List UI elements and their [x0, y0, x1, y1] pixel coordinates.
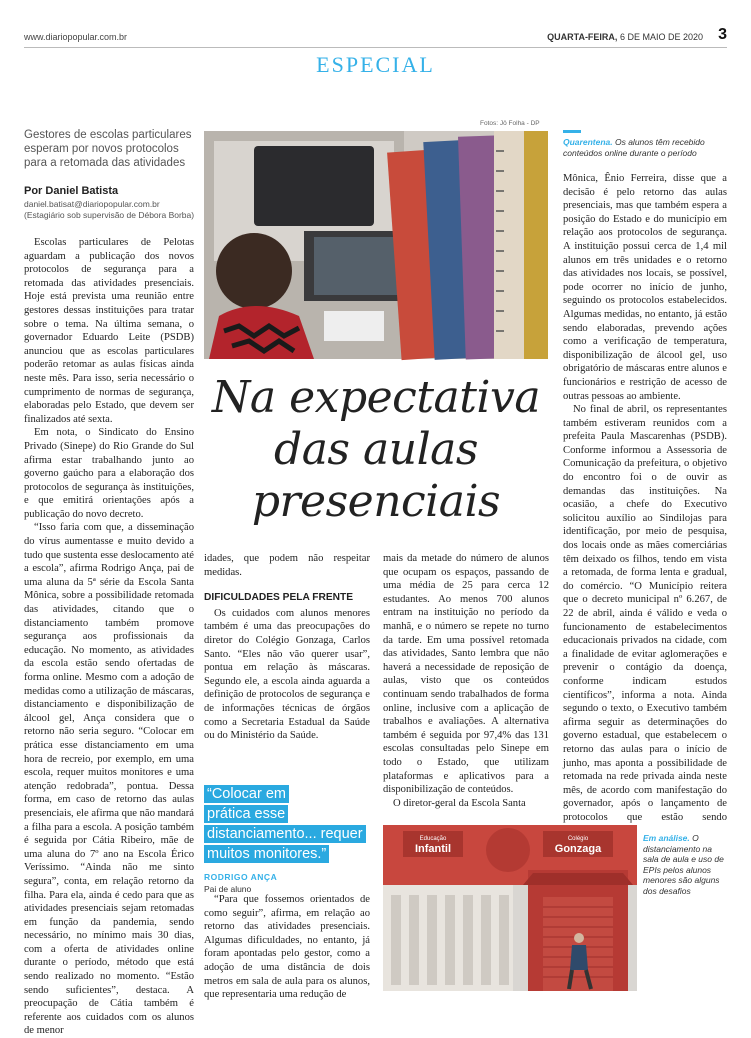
paragraph: “Isso faria com que, a disseminação do vírus aumentasse e muito devido a tudo que sustenta esse deslocamento até a escola”, afirma Rodrigo Ança, pai de uma aluna da 5ª série da Escola Santa Mônica, sobre a possibilidade retomada das atividades, citando que o distanciamento também promove segurança aos profissionais da educação. No momento, as atividades da escola estão sendo ofertadas de forma online. Mesmo com a adoção de medidas como a utilização de máscaras, distanciamento e disponibilização de álcool gel, Ança considera que o retorno não seria seguro. “Colocar em prática esse distanciamento em uma hora de recreio, por exemplo, em uma escola, requer muitos monitores e uma atenção redobrada”, pontua. Dessa forma, em caso de retorno das aulas presenciais, ele afirma que não mandará a filha para a escola. A posição também é seguida por Cátia Ribeiro, mãe de uma aluna do 7º ano na Escola Érico Veríssimo. “Ainda não me sinto segura”, conta, em relação retorno da filha. Para ela, ainda é cedo para que as atividades presenciais sejam retomadas em função da pandemia, sendo necessário, no mínimo mais 30 dias, com a oferta de atividades online durante o período, método que está sendo realizado no momento. “Estão sendo suficientes”, destaca. A preocupação de Cátia também é referente aos cuidados com os alunos de menor: [24, 522, 195, 1037]
dateline: [547, 32, 703, 42]
facade-illustration: [383, 825, 637, 991]
paragraph: idades, que podem não respeitar medidas.: [204, 553, 370, 578]
school-facade-photo: [383, 825, 637, 991]
weekday: QUARTA-FEIRA,: [547, 32, 618, 42]
section-title: ESPECIAL: [316, 52, 435, 77]
caption-lead: Em análise.: [643, 833, 690, 843]
quote-line: prática esse: [204, 804, 374, 824]
paragraph: Mônica, Ênio Ferreira, disse que a decisão é pelo retorno das aulas presenciais, mas que também espera a posição do Estado e do município em relação aos protocolos de segurança. A instituição possui cerca de 1,4 mil alunos em três unidades e o retorno das atividades nos locais, se possível, pode ocorrer no início de junho, seguindo os protocolos estabelecidos. Algumas medidas, no entanto, já estão sendo elaboradas, prevendo ações como a verificação de temperatura, disponibilização de álcool gel, uso obrigatório de máscaras entre alunos e funcionários e restrição de acesso de outras pessoas ao ambiente.: [563, 173, 727, 402]
caption-accent-bar: [563, 130, 581, 133]
paragraph: Em nota, o Sindicato do Ensino Privado (Sinepe) do Rio Grande do Sul afirma estar trabalhando junto ao governo gaúcho para a elaboração dos protocolos de segurança às instituições, e que emitirá orientações após a publicação do novo decreto.: [24, 427, 194, 520]
caption-lead: Quarentena.: [563, 137, 613, 147]
headline-line: presenciais: [251, 476, 501, 527]
page-number: 3: [718, 26, 727, 43]
subheading: DIFICULDADES PELA FRENTE: [204, 592, 354, 604]
quote-line: distanciamento... requer: [204, 824, 374, 844]
caption-text: O distanciamento na sala de aula e uso de EPIs pelos alunos menores são alguns dos desafios: [643, 833, 724, 896]
author-email[interactable]: daniel.batisat@diariopopular.com.br: [24, 199, 160, 209]
quote-author: RODRIGO ANÇA: [204, 872, 278, 882]
date: 6 DE MAIO DE 2020: [619, 32, 703, 42]
paragraph: Os cuidados com alunos menores também é uma das preocupações do diretor do Colégio Gonzaga, Carlos Santo. “Eles não vão querer usar”, pontua em relação às máscaras. Segundo ele, a escola ainda aguarda a definição de protocolos de segurança e de informações técnicas de órgãos como a Secretaria Estadual da Saúde ou do Ministério da Saúde.: [204, 607, 370, 742]
paragraph: “Para que fossemos orientados de como seguir”, afirma, em relação ao retorno das atividades presenciais. Algumas dificuldades, no entanto, já foram apontadas pelo gestor, como a adoção de uma distância de dois metros em sala de aula para os alunos, que representaria uma redução de: [204, 894, 370, 1001]
article-subtitle: Gestores de escolas particulares esperam por novos protocolos para a retomada das atividades: [24, 129, 192, 169]
caption-text: Os alunos têm recebido conteúdos online durante o período: [563, 137, 705, 158]
paragraph: Escolas particulares de Pelotas aguardam a publicação dos novos protocolos de segurança para a retomada das atividades presenciais. Hoje está prevista uma reunião entre gestores dessas instituições para tratar sobre o tema. Na última semana, o governador Eduardo Leite (PSDB) anunciou que as escolas particulares poderão retomar as aulas físicas ainda neste mês. Para isso, seria necessário o cumprimento de normas de segurança, elaboradas pelo Estado, que devem ser finalizados até sexta.: [24, 237, 194, 425]
quote-author-role: Pai de aluno: [204, 884, 252, 894]
sign-right: Gonzaga: [554, 843, 602, 855]
sign-left: Infantil: [414, 843, 452, 855]
header-rule: [24, 47, 727, 48]
student-studying-photo: [204, 131, 548, 359]
byline: Por Daniel Batista: [24, 185, 119, 197]
intern-note: (Estagiário sob supervisão de Débora Borba): [24, 210, 195, 220]
article-headline: [204, 372, 548, 528]
article-column-2-bottom: [204, 893, 370, 1021]
paragraph: O diretor-geral da Escola Santa: [393, 797, 526, 809]
article-column-3: [383, 552, 549, 842]
quote-line: “Colocar em: [204, 784, 374, 804]
photo-caption-quarantine: [563, 130, 723, 158]
paragraph: mais da metade do número de alunos que ocupam os espaços, passando de uma média de 25 para cerca 12 estudantes. Ao menos 700 alunos entram na instituição no período da manhã, e o número se repete no turno da tarde. Em uma possível retomada das atividades, Santo lembra que não haverá a necessidade de reposição de aulas, visto que os conteúdos continuam sendo trabalhados de forma online, inclusive com a aplicação de trabalhos e avaliações. A alternativa também é seguida por 97,4% das 131 escolas consultadas pelo Sinepe em todo o Estado, que utilizam plataformas e aplicativos para a disponibilização de conteúdos.: [383, 553, 549, 796]
headline-line: das aulas: [274, 424, 478, 475]
sign-right-top: Colégio: [567, 836, 589, 842]
article-column-1: [24, 236, 195, 1037]
photo-credit: Fotos: Jô Folha - DP: [480, 120, 540, 127]
sign-left-top: Educação: [419, 836, 447, 842]
photo-caption-analysis: [643, 833, 727, 896]
article-column-4: [563, 172, 727, 842]
photo-illustration: [204, 131, 548, 359]
website-url[interactable]: www.diariopopular.com.br: [24, 32, 128, 42]
headline-line: Na expectativa: [211, 372, 541, 423]
author-contact: [24, 199, 204, 221]
pull-quote: [204, 784, 374, 894]
paragraph: No final de abril, os representantes também estiveram reunidos com a prefeita Paula Mascarenhas (PSDB). Conforme informou a Assessoria de Comunicação da prefeitura, o objetivo do encontro foi o de ouvir as demandas das instituições. Na ocasião, a chefe do Executivo solicitou auxílio ao Sindilojas para identificação, por meio de pesquisa, dos locais onde as mães comerciárias têm deixado os filhos, tendo em vista a retomada, de forma lenta e gradual, do comércio. “O Município reitera que o decreto municipal nº 6.267, de 22 de abril, ainda é válido e veda o funcionamento de estabelecimentos educacionais privados na cidade, com a finalidade de evitar aglomerações e prevenir o contágio da doença, conforme indicam estudos científicos”, informa a nota. Ainda segundo o texto, o Executivo também afirma seguir as determinações do governo estadual, que estabelecem o retorno das aulas para o início de junho, mas aponta a possibilidade de retomada na rede privada ainda neste mês, de acordo com manifestação do governador, após o lançamento de protocolos que estão sendo: [563, 403, 727, 838]
quote-line: muitos monitores.”: [204, 844, 374, 864]
